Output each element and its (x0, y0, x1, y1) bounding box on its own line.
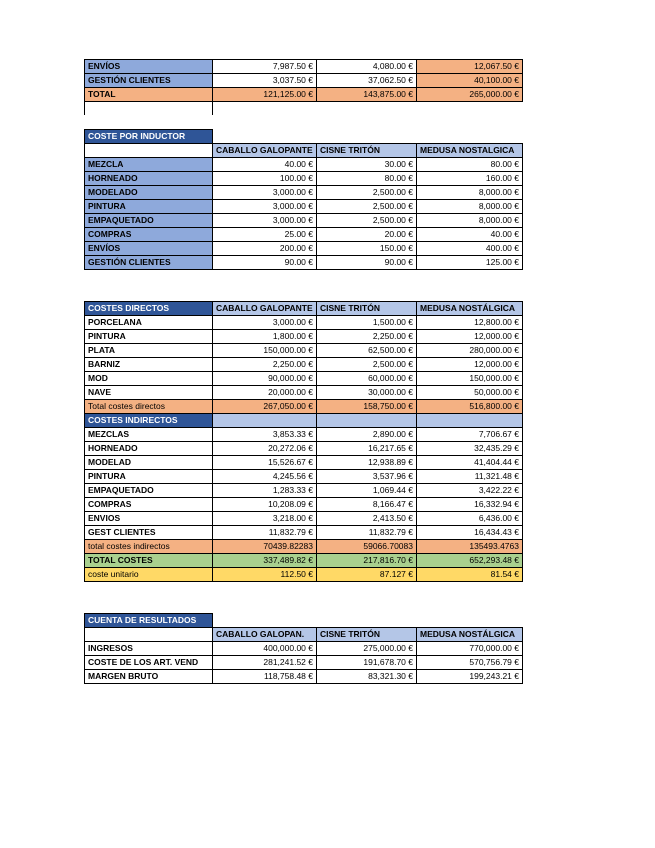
cell-value: 2,500.00 € (317, 214, 417, 228)
cell-value: 32,435.29 € (417, 442, 523, 456)
cell-value: 3,853.33 € (213, 428, 317, 442)
cell-value: 12,067.50 € (417, 60, 523, 74)
row-label: MOD (85, 372, 213, 386)
empty-cell (213, 130, 317, 144)
cell-value: 150,000.00 € (213, 344, 317, 358)
table-row (85, 428, 523, 442)
cell-value: 10,208.09 € (213, 498, 317, 512)
table-row (85, 512, 523, 526)
cell-value: 7,987.50 € (213, 60, 317, 74)
cell-value: 87.127 € (317, 568, 417, 582)
cell-value: 265,000.00 € (417, 88, 523, 102)
cell-value: 90,000.00 € (213, 372, 317, 386)
cell-value: 770,000.00 € (417, 642, 523, 656)
cell-value: 70439.82283 (213, 540, 317, 554)
cell-value: 12,000.00 € (417, 330, 523, 344)
subtotal-row (85, 400, 523, 414)
cell-value: 16,332.94 € (417, 498, 523, 512)
empty-cell (317, 414, 417, 428)
row-label: INGRESOS (85, 642, 213, 656)
row-label: GESTIÓN CLIENTES (85, 74, 213, 88)
header-row (85, 302, 523, 316)
cell-value: 30,000.00 € (317, 386, 417, 400)
table-row (85, 456, 523, 470)
table-row (85, 484, 523, 498)
row-label: MEZCLAS (85, 428, 213, 442)
row-label: PINTURA (85, 200, 213, 214)
table-title-row (85, 614, 523, 628)
empty-cell (317, 102, 417, 116)
empty-row (85, 102, 523, 116)
cell-value: 158,750.00 € (317, 400, 417, 414)
table-title: COSTE POR INDUCTOR (85, 130, 213, 144)
cell-value: 8,000.00 € (417, 186, 523, 200)
row-label: MARGEN BRUTO (85, 670, 213, 684)
row-label: PINTURA (85, 330, 213, 344)
row-label: PLATA (85, 344, 213, 358)
cell-value: 2,250.00 € (213, 358, 317, 372)
cell-value: 4,080.00 € (317, 60, 417, 74)
table-row (85, 242, 523, 256)
cell-value: 16,434.43 € (417, 526, 523, 540)
cell-value: 3,000.00 € (213, 214, 317, 228)
column-header: CABALLO GALOPANTE (213, 302, 317, 316)
cell-value: 2,500.00 € (317, 186, 417, 200)
cell-value: 400,000.00 € (213, 642, 317, 656)
row-label: total costes indirectos (85, 540, 213, 554)
table-row (85, 330, 523, 344)
cell-value: 2,500.00 € (317, 200, 417, 214)
cell-value: 83,321.30 € (317, 670, 417, 684)
cell-value: 200.00 € (213, 242, 317, 256)
table-row (85, 256, 523, 270)
cell-value: 4,245.56 € (213, 470, 317, 484)
cell-value: 121,125.00 € (213, 88, 317, 102)
total-row (85, 88, 523, 102)
resultados-table (84, 613, 523, 684)
empty-cell (317, 130, 417, 144)
cell-value: 143,875.00 € (317, 88, 417, 102)
column-header: CISNE TRITÓN (317, 302, 417, 316)
table-row (85, 372, 523, 386)
column-header: CABALLO GALOPAN. (213, 628, 317, 642)
table-row (85, 60, 523, 74)
cell-value: 11,321.48 € (417, 470, 523, 484)
cell-value: 59066.70083 (317, 540, 417, 554)
row-label: BARNIZ (85, 358, 213, 372)
cell-value: 37,062.50 € (317, 74, 417, 88)
table-row (85, 200, 523, 214)
cell-value: 135493.4763 (417, 540, 523, 554)
summary-table (84, 59, 523, 115)
empty-cell (213, 614, 317, 628)
row-label: NAVE (85, 386, 213, 400)
cell-value: 62,500.00 € (317, 344, 417, 358)
row-label: GESTIÓN CLIENTES (85, 256, 213, 270)
empty-cell (317, 614, 417, 628)
header-row (85, 628, 523, 642)
cell-value: 281,241.52 € (213, 656, 317, 670)
table-row (85, 358, 523, 372)
cell-value: 3,000.00 € (213, 316, 317, 330)
cell-value: 516,800.00 € (417, 400, 523, 414)
cell-value: 100.00 € (213, 172, 317, 186)
cell-value: 570,756.79 € (417, 656, 523, 670)
cell-value: 20,272.06 € (213, 442, 317, 456)
cell-value: 3,218.00 € (213, 512, 317, 526)
column-header: MEDUSA NOSTÁLGICA (417, 628, 523, 642)
cell-value: 337,489.82 € (213, 554, 317, 568)
unit-cost-row (85, 568, 523, 582)
header-row (85, 144, 523, 158)
row-label: COMPRAS (85, 498, 213, 512)
subtotal-row (85, 540, 523, 554)
cell-value: 1,800.00 € (213, 330, 317, 344)
empty-cell (85, 102, 213, 116)
cell-value: 80.00 € (417, 158, 523, 172)
cell-value: 118,758.48 € (213, 670, 317, 684)
cell-value: 112.50 € (213, 568, 317, 582)
row-label: Total costes directos (85, 400, 213, 414)
row-label: PORCELANA (85, 316, 213, 330)
cell-value: 25.00 € (213, 228, 317, 242)
table-row (85, 442, 523, 456)
cell-value: 90.00 € (317, 256, 417, 270)
table-row (85, 498, 523, 512)
cell-value: 90.00 € (213, 256, 317, 270)
empty-cell (213, 102, 317, 116)
cell-value: 3,037.50 € (213, 74, 317, 88)
cell-value: 20.00 € (317, 228, 417, 242)
cell-value: 2,413.50 € (317, 512, 417, 526)
cell-value: 3,000.00 € (213, 200, 317, 214)
cell-value: 11,832.79 € (317, 526, 417, 540)
cell-value: 2,500.00 € (317, 358, 417, 372)
cell-value: 217,816.70 € (317, 554, 417, 568)
table-row (85, 158, 523, 172)
cell-value: 60,000.00 € (317, 372, 417, 386)
column-header: MEDUSA NOSTALGICA (417, 144, 523, 158)
cell-value: 160.00 € (417, 172, 523, 186)
cell-value: 40.00 € (213, 158, 317, 172)
cell-value: 2,890.00 € (317, 428, 417, 442)
row-label: GEST CLIENTES (85, 526, 213, 540)
cell-value: 280,000.00 € (417, 344, 523, 358)
row-label: TOTAL COSTES (85, 554, 213, 568)
cell-value: 275,000.00 € (317, 642, 417, 656)
table-row (85, 642, 523, 656)
cell-value: 8,166.47 € (317, 498, 417, 512)
table-title: COSTES DIRECTOS (85, 302, 213, 316)
table-title-row (85, 130, 523, 144)
table-row (85, 470, 523, 484)
cell-value: 7,706.67 € (417, 428, 523, 442)
table-row (85, 228, 523, 242)
cell-value: 125.00 € (417, 256, 523, 270)
empty-cell (417, 614, 523, 628)
table-title: CUENTA DE RESULTADOS (85, 614, 213, 628)
cell-value: 40.00 € (417, 228, 523, 242)
cell-value: 12,800.00 € (417, 316, 523, 330)
row-label: MODELAD (85, 456, 213, 470)
cell-value: 150,000.00 € (417, 372, 523, 386)
empty-cell (417, 414, 523, 428)
total-row (85, 554, 523, 568)
cell-value: 8,000.00 € (417, 214, 523, 228)
row-label: EMPAQUETADO (85, 214, 213, 228)
cell-value: 81.54 € (417, 568, 523, 582)
cell-value: 11,832.79 € (213, 526, 317, 540)
table-row (85, 656, 523, 670)
cell-value: 1,500.00 € (317, 316, 417, 330)
row-label: coste unitario (85, 568, 213, 582)
cell-value: 50,000.00 € (417, 386, 523, 400)
cell-value: 1,069.44 € (317, 484, 417, 498)
column-header: CISNE TRITÓN (317, 144, 417, 158)
cell-value: 3,537.96 € (317, 470, 417, 484)
row-label: HORNEADO (85, 172, 213, 186)
cell-value: 15,526.67 € (213, 456, 317, 470)
row-label: PINTURA (85, 470, 213, 484)
cell-value: 80.00 € (317, 172, 417, 186)
row-label: MEZCLA (85, 158, 213, 172)
row-label: COSTE DE LOS ART. VEND (85, 656, 213, 670)
cell-value: 41,404.44 € (417, 456, 523, 470)
cell-value: 30.00 € (317, 158, 417, 172)
empty-cell (417, 130, 523, 144)
row-label: HORNEADO (85, 442, 213, 456)
cell-value: 199,243.21 € (417, 670, 523, 684)
column-header: CISNE TRITÓN (317, 628, 417, 642)
row-label: ENVÍOS (85, 242, 213, 256)
costes-table (84, 301, 523, 582)
cell-value: 1,283.33 € (213, 484, 317, 498)
row-label: COMPRAS (85, 228, 213, 242)
cell-value: 12,938.89 € (317, 456, 417, 470)
row-label: EMPAQUETADO (85, 484, 213, 498)
table-row (85, 214, 523, 228)
section-header-row (85, 414, 523, 428)
cell-value: 8,000.00 € (417, 200, 523, 214)
cell-value: 3,422.22 € (417, 484, 523, 498)
table-row (85, 172, 523, 186)
table-row (85, 670, 523, 684)
cell-value: 3,000.00 € (213, 186, 317, 200)
cell-value: 16,217.65 € (317, 442, 417, 456)
cell-value: 2,250.00 € (317, 330, 417, 344)
cell-value: 20,000.00 € (213, 386, 317, 400)
section-title: COSTES INDIRECTOS (85, 414, 213, 428)
table-row (85, 316, 523, 330)
empty-cell (85, 144, 213, 158)
empty-cell (85, 628, 213, 642)
column-header: CABALLO GALOPANTE (213, 144, 317, 158)
row-label: ENVIOS (85, 512, 213, 526)
cell-value: 652,293.48 € (417, 554, 523, 568)
table-row (85, 186, 523, 200)
column-header: MEDUSA NOSTÁLGICA (417, 302, 523, 316)
cell-value: 6,436.00 € (417, 512, 523, 526)
empty-cell (417, 102, 523, 116)
cell-value: 400.00 € (417, 242, 523, 256)
table-row (85, 386, 523, 400)
row-label: TOTAL (85, 88, 213, 102)
cell-value: 150.00 € (317, 242, 417, 256)
cell-value: 12,000.00 € (417, 358, 523, 372)
inductor-table (84, 129, 523, 270)
cell-value: 40,100.00 € (417, 74, 523, 88)
row-label: ENVÍOS (85, 60, 213, 74)
table-row (85, 74, 523, 88)
cell-value: 191,678.70 € (317, 656, 417, 670)
empty-cell (213, 414, 317, 428)
table-row (85, 526, 523, 540)
table-row (85, 344, 523, 358)
cell-value: 267,050.00 € (213, 400, 317, 414)
row-label: MODELADO (85, 186, 213, 200)
